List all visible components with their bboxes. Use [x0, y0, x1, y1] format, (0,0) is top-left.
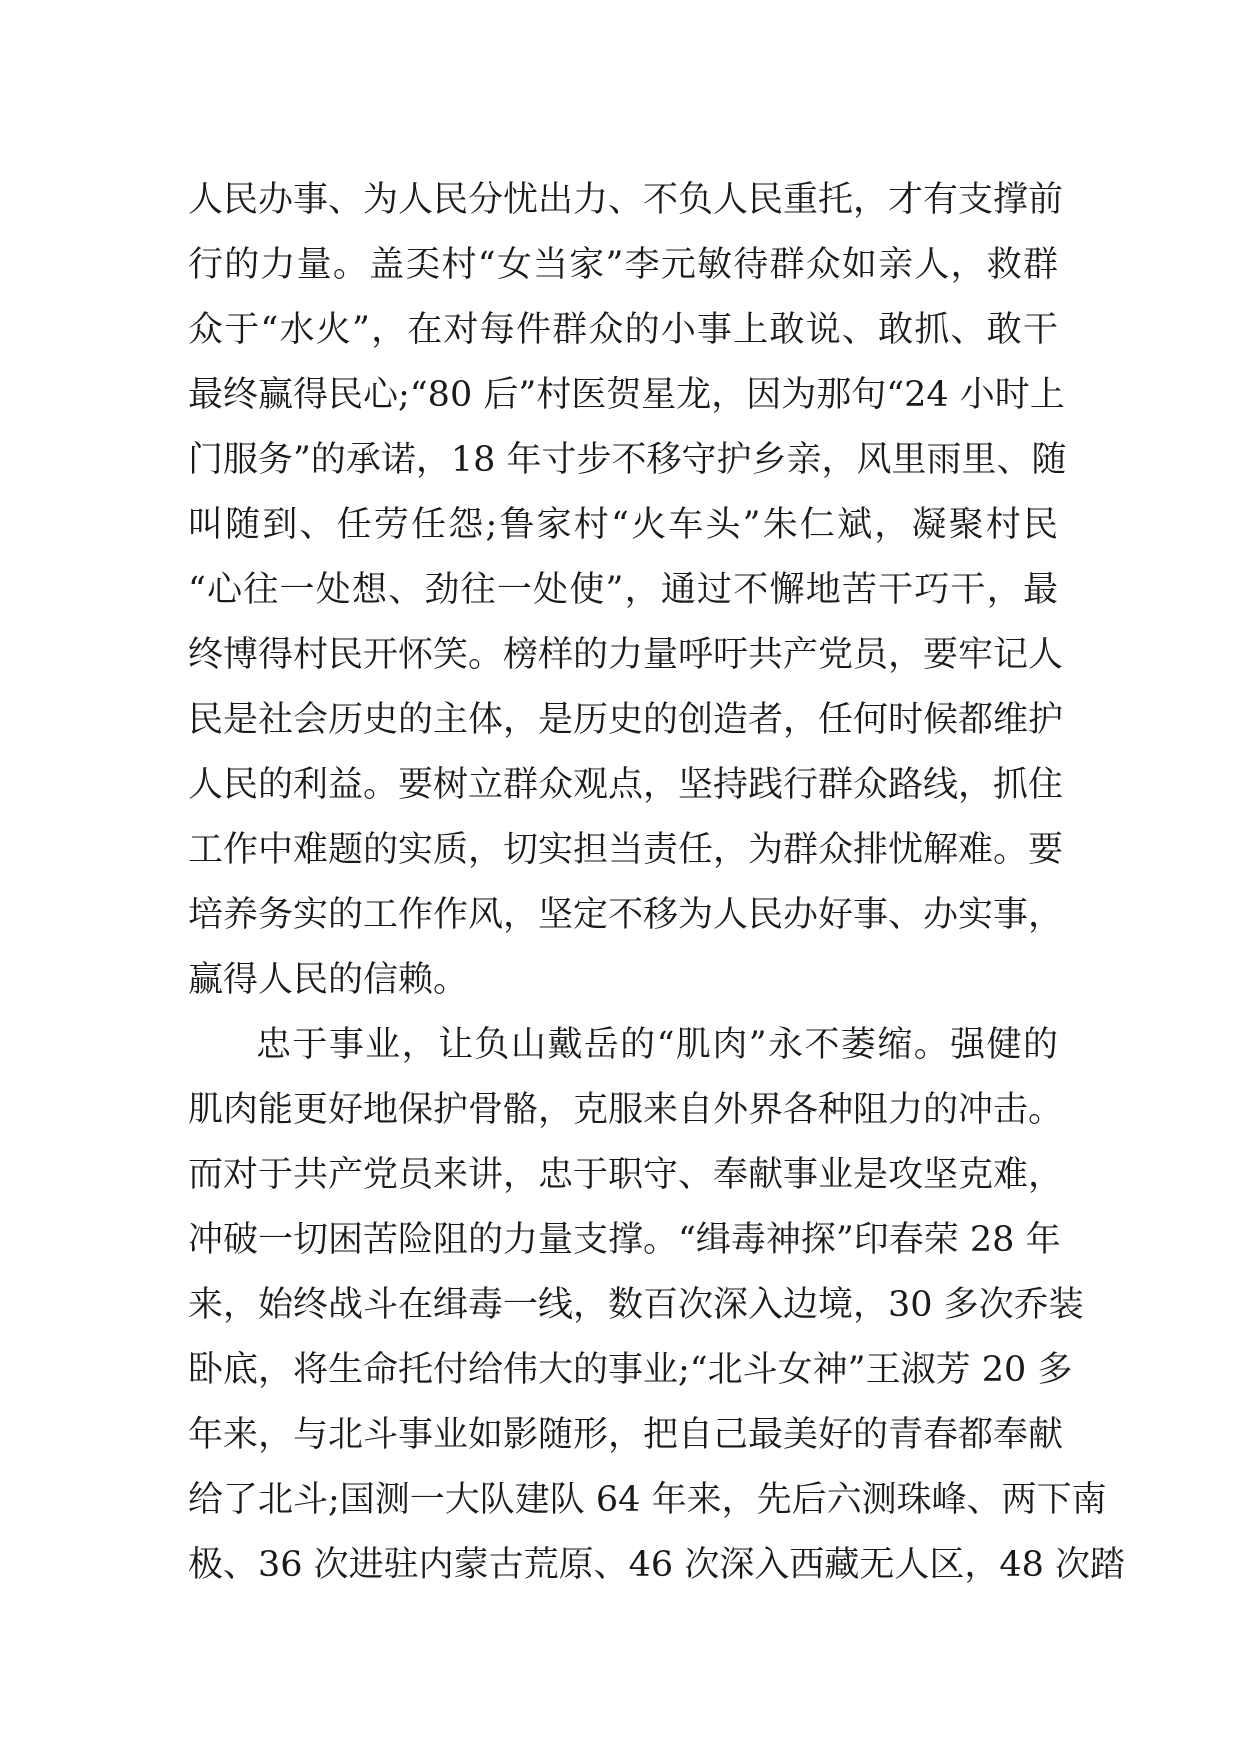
text-line: 极、36 次进驻内蒙古荒原、46 次深入西藏无人区，48 次踏	[188, 1545, 1125, 1585]
text-line: 忠于事业，让负山戴岳的“肌肉”永不萎缩。强健的	[256, 1025, 1058, 1065]
text-line: 卧底，将生命托付给伟大的事业;“北斗女神”王淑芳 20 多	[188, 1350, 1073, 1390]
text-line: 民是社会历史的主体，是历史的创造者，任何时候都维护	[188, 700, 1064, 740]
text-line: 人民办事、为人民分忧出力、不负人民重托，才有支撑前	[188, 180, 1064, 220]
text-line: “心往一处想、劲往一处使”，通过不懈地苦干巧干，最	[188, 570, 1058, 610]
text-line: 终博得村民开怀笑。榜样的力量呼吁共产党员，要牢记人	[188, 635, 1064, 675]
text-line: 众于“水火”，在对每件群众的小事上敢说、敢抓、敢干	[188, 310, 1058, 350]
text-line: 赢得人民的信赖。	[188, 960, 469, 1000]
paragraph-2	[188, 1013, 1125, 1598]
text-line: 而对于共产党员来讲，忠于职守、奉献事业是攻坚克难，	[188, 1155, 1064, 1195]
text-line: 行的力量。盖奀村“女当家”李元敏待群众如亲人，救群	[188, 245, 1058, 285]
body-text	[188, 168, 1125, 1598]
text-line: 肌肉能更好地保护骨骼，克服来自外界各种阻力的冲击。	[188, 1090, 1064, 1130]
text-line: 工作中难题的实质，切实担当责任，为群众排忧解难。要	[188, 830, 1064, 870]
text-line: 人民的利益。要树立群众观点，坚持践行群众路线，抓住	[188, 765, 1064, 805]
text-line: 来，始终战斗在缉毒一线，数百次深入边境，30 多次乔装	[188, 1285, 1084, 1325]
text-line: 年来，与北斗事业如影随形，把自己最美好的青春都奉献	[188, 1415, 1064, 1455]
text-line: 门服务”的承诺，18 年寸步不移守护乡亲，风里雨里、随	[188, 440, 1067, 480]
text-line: 冲破一切困苦险阻的力量支撑。“缉毒神探”印春荣 28 年	[188, 1220, 1061, 1260]
text-line: 培养务实的工作作风，坚定不移为人民办好事、办实事，	[188, 895, 1064, 935]
text-line: 最终赢得民心;“80 后”村医贺星龙，因为那句“24 小时上	[188, 375, 1065, 415]
text-line: 给了北斗;国测一大队建队 64 年来，先后六测珠峰、两下南	[188, 1480, 1107, 1520]
paragraph-1	[188, 168, 1067, 1013]
text-line: 叫随到、任劳任怨;鲁家村“火车头”朱仁斌，凝聚村民	[188, 505, 1058, 545]
